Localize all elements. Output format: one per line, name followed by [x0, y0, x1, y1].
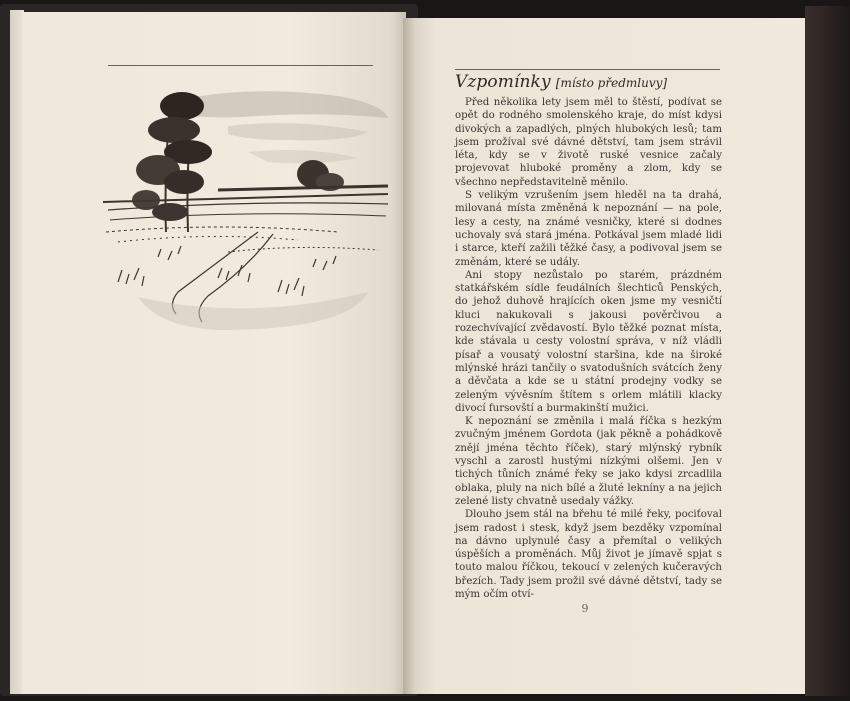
paragraph: K nepoznání se změnila i malá říčka s hezkým zvučným jménem Gordota (jak pěkně a pohádkově znějí jména těchto říček), starý mlýnský rybník vyschl a zarostl hustými nízkými olšemi. Jen v tichých tůních známé řeky se jako kdysi zrcadlila oblaka, pluly na nich bílé a žluté lekníny a na jejich zelené listy chvatně usedaly vážky.: [455, 416, 722, 507]
chapter-title: [455, 72, 725, 92]
left-header-rule: [108, 65, 373, 66]
chapter-title-main: Vzpomínky: [455, 72, 551, 92]
body-text: [455, 96, 722, 601]
book-cover-right: [805, 6, 850, 696]
page-number: 9: [581, 602, 589, 615]
paragraph: Dlouho jsem stál na břehu té milé řeky, pociťoval jsem radost i stesk, když jsem bezděky vzpomínal na dávno uplynulé časy a přemítal o velikých úspěších a proměnách. Můj život je jímavě spjat s touto malou říčkou, tekoucí v zelených kučeravých březích. Tady jsem prožil své dávné dětství, tady se mým očím otví-: [455, 509, 722, 600]
right-header-rule: [455, 69, 720, 70]
paragraph: S velikým vzrušením jsem hleděl na ta drahá, milovaná místa změněná k nepoznání — na pole, lesy a cesty, na známé vesničky, které si dodnes uchovaly svá stará jména. Potkával jsem mladé lidi i starce, kteří zažili těžké časy, a podivoval jsem se změnám, které se udály.: [455, 190, 722, 268]
paragraph: Ani stopy nezůstalo po starém, prázdném statkářském sídle feudálních šlechticů Penských, do jehož duhově hrajících oken jsme my vesničtí kluci nakukovali s jakousi pověrčivou a rozechvívající zvědavostí. Bylo těžké poznat místa, kde stávala u cesty volostní správa, v níž vládli písař a vousatý volostní staršina, kde na široké mlýnské hrázi tančily o svatodušních svátcích ženy a děvčata a kde se u státní prodejny vodky se zeleným vývěsním štítem s orlem mlátili klacky divocí fursovští a burmakinští mužici.: [455, 269, 722, 414]
foreground-wash: [138, 292, 368, 330]
landscape-illustration: [98, 82, 394, 332]
paragraph: Před několika lety jsem měl to štěstí, podívat se opět do rodného smolenského kraje, do míst kdysi divokých a zapadlých, plných hlubokých lesů; tam jsem prožíval své dávné dětství, tam jsem strávil léta, kdy se v životě ruské vesnice začaly projevovat hluboké proměny a zlom, kdy se všechno nepředstavitelně měnilo.: [455, 97, 722, 188]
distant-bushes: [218, 160, 388, 191]
chapter-title-subtitle: [místo předmluvy]: [555, 76, 668, 90]
tree-group: [132, 92, 212, 232]
